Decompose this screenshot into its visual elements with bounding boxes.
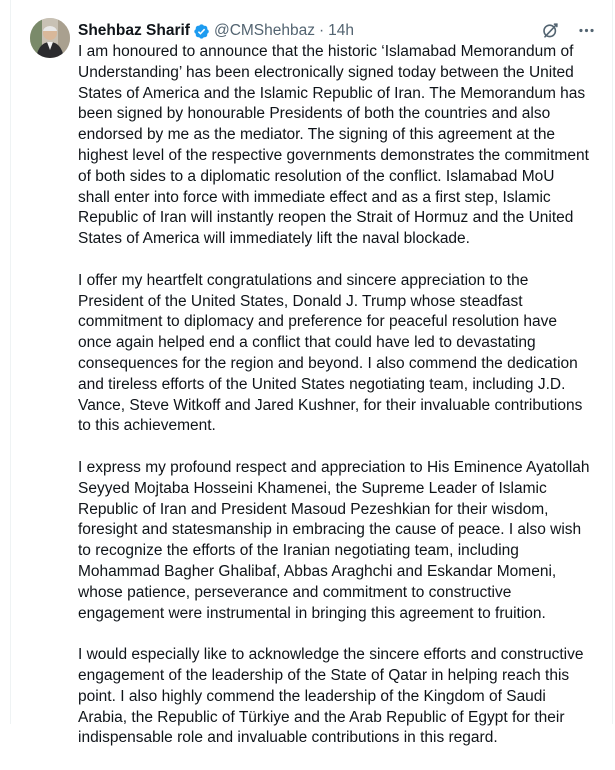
separator-dot: · bbox=[319, 22, 325, 39]
more-options-button[interactable] bbox=[576, 20, 596, 40]
tweet-paragraph-4: I would especially like to acknowledge the sincere efforts and constructive engagement of the leadership of the State of Qatar in helping reach this point. I also highly commend the leadership of the Kingdom of Saudi Arabia, the Republic of Türkiye and the Arab Republic of Egypt for their indispensable role and invaluable contributions in this regard. bbox=[78, 646, 584, 747]
tweet-card bbox=[10, 0, 613, 747]
author-handle[interactable]: @CMShehbaz bbox=[213, 22, 315, 39]
tweet-text bbox=[78, 42, 600, 770]
more-options-icon bbox=[577, 21, 596, 40]
header-actions bbox=[540, 20, 596, 40]
grok-icon bbox=[541, 21, 560, 40]
tweet-paragraph-1: I am honoured to announce that the historic ‘Islamabad Memorandum of Understanding’ has been electronically signed today between the United States of America and the Islamic Republic of Iran. The Memorandum has been signed by honourable Presidents of both the countries and also endorsed by me as the mediator. The signing of this agreement at the highest level of the respective governments demonstrates the commitment of both sides to a diplomatic resolution of the conflict. Islamabad MoU shall enter into force with immediate effect and as a first step, Islamic Republic of Iran will instantly reopen the Strait of Hormuz and the United States of America will immediately lift the naval blockade. bbox=[78, 43, 589, 248]
avatar[interactable] bbox=[30, 18, 70, 58]
verified-badge-icon bbox=[193, 23, 210, 40]
tweet-paragraph-2: I offer my heartfelt congratulations and sincere appreciation to the President of the United States, Donald J. Trump whose steadfast commitment to diplomacy and preference for peaceful resolution have once again helped end a conflict that could have led to devastating consequences for the region and beyond. I also commend the dedication and tireless efforts of the United States negotiating team, including J.D. Vance, Steve Witkoff and Jared Kushner, for their invaluable contributions to this achievement. bbox=[78, 271, 583, 435]
tweet-paragraph-3: I express my profound respect and appreciation to His Eminence Ayatollah Seyyed Mojtaba Hosseini Khamenei, the Supreme Leader of Islamic Republic of Iran and President Masoud Pezeshkian for their wisdom, foresight and statesmanship in embracing the cause of peace. I also wish to recognize the efforts of the Iranian negotiating team, including Mohammad Bagher Ghalibaf, Abbas Araghchi and Eskandar Momeni, whose patience, perseverance and commitment to constructive engagement were instrumental in bringing this agreement to fruition. bbox=[78, 458, 590, 622]
grok-button[interactable] bbox=[540, 20, 560, 40]
tweet-header bbox=[78, 20, 596, 42]
avatar-image bbox=[30, 18, 70, 58]
author-display-name[interactable]: Shehbaz Sharif bbox=[78, 22, 190, 39]
tweet-timestamp[interactable]: 14h bbox=[328, 22, 355, 39]
